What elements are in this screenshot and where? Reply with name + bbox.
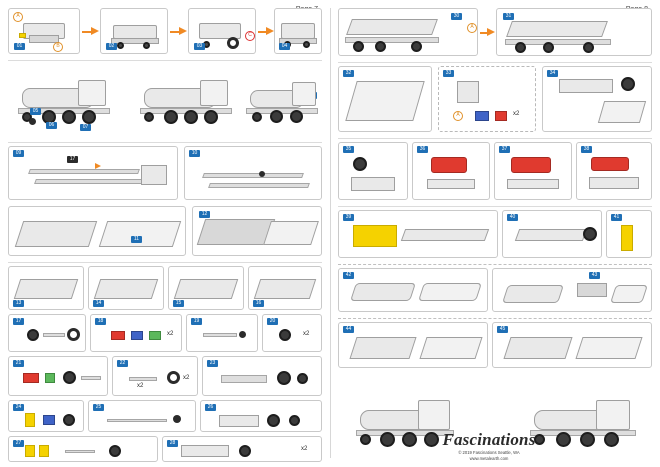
part-frame <box>427 179 475 189</box>
step-badge: 34 <box>547 70 558 77</box>
panel-r2-step32 <box>338 66 432 132</box>
panel-row5-step16 <box>248 266 322 310</box>
part-wheel <box>277 371 291 385</box>
panel-r6-step44 <box>338 322 488 368</box>
step-badge: 03 <box>194 43 205 50</box>
panel-row1-step4 <box>274 8 322 54</box>
panel-row6-step20 <box>262 314 322 352</box>
panel-row3-step9 <box>8 146 178 200</box>
marker-dot <box>29 118 36 125</box>
step-badge: 28 <box>167 440 178 447</box>
step-badge: 35 <box>343 146 354 153</box>
step-badge: 04 <box>279 43 290 50</box>
step-badge: 17 <box>67 156 78 163</box>
part-wheel <box>297 373 308 384</box>
part-tube <box>502 285 564 303</box>
part-wheel <box>290 110 303 123</box>
panel-row4-step12 <box>192 206 322 256</box>
panel-row1-step2 <box>100 8 168 54</box>
panel-row8-step24 <box>8 400 84 432</box>
panel-r3-step38 <box>576 142 652 200</box>
step-badge: 10 <box>189 150 200 157</box>
part-wheel <box>252 112 262 122</box>
part-wheel <box>380 432 395 447</box>
step-badge: 26 <box>205 404 216 411</box>
part-cab <box>292 82 316 106</box>
part-tender <box>174 279 238 299</box>
step-badge: 06 <box>46 122 57 129</box>
step-badge: 07 <box>80 124 91 131</box>
part-blue <box>43 415 55 425</box>
part-wheel <box>143 42 150 49</box>
step-badge: 12 <box>199 211 210 218</box>
part-wheel <box>82 110 96 124</box>
callout-letter-a: A <box>13 12 23 22</box>
part-yellow <box>25 413 35 427</box>
step-badge: 22 <box>117 360 128 367</box>
panel-row7-step22 <box>112 356 198 396</box>
part-cab <box>200 80 228 106</box>
step-badge: 44 <box>343 326 354 333</box>
step-badge: 40 <box>507 214 518 221</box>
part-wheel <box>515 42 526 53</box>
part-wheel <box>63 414 75 426</box>
part-tender <box>14 279 78 299</box>
part-red <box>495 111 507 121</box>
part-wheel <box>164 110 178 124</box>
page-right <box>330 0 660 467</box>
quantity-label: x2 <box>301 446 308 452</box>
marker-dot <box>173 415 181 423</box>
part-wheel <box>279 329 291 341</box>
step-badge: 27 <box>13 440 24 447</box>
step-badge: 02 <box>106 43 117 50</box>
panel-r6-step45 <box>492 322 652 368</box>
part-yellow <box>39 445 49 457</box>
part-wheel <box>67 328 80 341</box>
step-badge: 31 <box>503 13 514 20</box>
part-frame <box>507 179 559 189</box>
step-badge: 37 <box>499 146 510 153</box>
part-wheel <box>411 41 422 52</box>
part-red <box>431 157 467 173</box>
part-rod <box>129 377 157 381</box>
panel-r4-step39 <box>338 210 498 258</box>
step-badge: 36 <box>417 146 428 153</box>
part-flatbed <box>506 21 608 37</box>
illustration-locomotive-2 <box>138 72 238 134</box>
brand-name: Fascinations <box>442 430 536 449</box>
part-wheel <box>109 445 121 457</box>
part-wheel <box>375 41 386 52</box>
part-wheel <box>583 227 597 241</box>
quantity-label: x2 <box>303 331 310 337</box>
panel-r4-step40 <box>502 210 602 258</box>
callout-letter-b: B <box>53 42 63 52</box>
part-wheel <box>167 371 180 384</box>
panel-r5-step42 <box>338 268 488 312</box>
quantity-label: x2 <box>137 383 144 389</box>
part-body <box>559 79 613 93</box>
part-cab <box>596 400 630 430</box>
part-green <box>149 331 161 340</box>
part-wheel <box>353 41 364 52</box>
part-rail <box>28 169 140 174</box>
part-bracket <box>457 81 479 103</box>
step-badge: 20 <box>267 318 278 325</box>
panel-row5-step13 <box>8 266 84 310</box>
part-tender-shell <box>503 337 572 359</box>
panel-row9-step27 <box>8 436 158 462</box>
part-rail <box>34 179 146 184</box>
part-tube <box>350 283 416 301</box>
part-tender-shell <box>349 337 416 359</box>
part-deck <box>15 221 97 247</box>
part-wheel <box>604 432 619 447</box>
step-badge: 33 <box>443 70 454 77</box>
step-badge: 05 <box>30 108 41 115</box>
part-rail <box>202 173 304 178</box>
callout-letter-a: A <box>453 111 463 121</box>
part-wheel <box>63 371 76 384</box>
part-axle <box>107 419 167 422</box>
part-rod <box>203 333 237 337</box>
panel-row1-step1 <box>8 8 80 54</box>
part-wheel <box>227 37 239 49</box>
step-badge: 15 <box>173 300 184 307</box>
panel-row7-step23 <box>202 356 322 396</box>
part-tender-shell <box>419 337 482 359</box>
part-yellow <box>353 225 397 247</box>
panel-row1-step3 <box>188 8 256 54</box>
step-badge: 16 <box>253 300 264 307</box>
part-flatbed <box>346 19 438 35</box>
part-panel <box>598 101 646 123</box>
panel-r3-step36 <box>412 142 490 200</box>
part-wheel <box>239 445 251 457</box>
step-badge: 32 <box>343 70 354 77</box>
step-badge: 11 <box>131 236 142 243</box>
panel-row7-step21 <box>8 356 108 396</box>
part-yellow <box>19 33 26 38</box>
panel-row6-step18 <box>90 314 182 352</box>
panel-r1-step30 <box>338 8 478 56</box>
part-deck <box>99 221 181 247</box>
part-wheel <box>267 414 280 427</box>
part-yellow <box>25 445 35 457</box>
step-badge: 38 <box>581 146 592 153</box>
panel-r1-step31 <box>496 8 652 56</box>
step-badge: 19 <box>191 318 202 325</box>
step-badge: 01 <box>14 43 25 50</box>
part-red <box>23 373 39 383</box>
panel-r5-step43 <box>492 268 652 312</box>
part-frame <box>181 445 229 457</box>
part-rod <box>65 450 95 453</box>
part-wheel <box>184 110 198 124</box>
part-wheel <box>204 110 218 124</box>
part-wheel <box>556 432 571 447</box>
quantity-label: x2 <box>183 375 190 381</box>
part-bracket <box>141 165 167 185</box>
panel-r3-step37 <box>494 142 572 200</box>
part-plate <box>577 283 607 297</box>
part-blue <box>475 111 489 121</box>
step-badge: 45 <box>497 326 508 333</box>
brand-website: www.metalearth.com <box>469 456 509 461</box>
part-yellow <box>621 225 633 251</box>
part-rod <box>43 333 65 337</box>
brand-logo <box>424 430 554 462</box>
part-tender <box>254 279 316 299</box>
panel-r2-step34 <box>542 66 652 132</box>
panel-row3-step10 <box>184 146 322 200</box>
panel-row6-step17 <box>8 314 86 352</box>
marker-dot <box>239 331 246 338</box>
callout-letter-a: A <box>467 23 477 33</box>
part-wheel <box>543 42 554 53</box>
part-tube <box>418 283 482 301</box>
part-tender-shell <box>575 337 642 359</box>
marker-dot <box>259 171 265 177</box>
step-badge: 23 <box>207 360 218 367</box>
panel-r3-step35 <box>338 142 408 200</box>
part-wheel <box>289 415 300 426</box>
step-badge: 39 <box>343 214 354 221</box>
step-badge: 24 <box>13 404 24 411</box>
part-wheel <box>303 41 310 48</box>
step-badge: 30 <box>451 13 462 20</box>
part-rail <box>515 229 587 241</box>
part-wheel <box>621 77 635 91</box>
panel-r2-step33 <box>438 66 536 132</box>
part-wheel <box>27 329 39 341</box>
step-badge: 18 <box>95 318 106 325</box>
illustration-locomotive-3 <box>246 76 322 134</box>
panel-r4-step41 <box>606 210 652 258</box>
panel-row8-step26 <box>200 400 322 432</box>
part-rail <box>208 183 310 188</box>
step-badge: 42 <box>343 272 354 279</box>
part-frame <box>589 177 639 189</box>
part-red <box>591 157 629 171</box>
part-deck <box>263 221 319 245</box>
part-panel <box>345 81 424 121</box>
part-blue <box>131 331 143 340</box>
step-badge: 21 <box>13 360 24 367</box>
panel-row4-step11 <box>8 206 186 256</box>
part-cab <box>78 80 106 106</box>
part-wheel <box>583 42 594 53</box>
callout-letter-c: C <box>245 31 255 41</box>
brand-copyright: © 2019 Fascinations Seattle, WA <box>458 450 520 455</box>
part-red <box>511 157 551 173</box>
part-rail <box>401 229 489 241</box>
part-rod <box>81 376 101 380</box>
panel-row5-step15 <box>168 266 244 310</box>
step-badge: 14 <box>93 300 104 307</box>
part-frame <box>221 375 267 383</box>
part-red <box>111 331 125 340</box>
part-wheel <box>353 157 367 171</box>
part-green <box>45 373 55 383</box>
part-wheel <box>360 434 371 445</box>
part-wheel <box>580 432 595 447</box>
step-badge: 43 <box>589 272 600 279</box>
part-frame <box>219 415 259 427</box>
part-wheel <box>402 432 417 447</box>
part-wheel <box>270 110 283 123</box>
part-tender <box>94 279 158 299</box>
part-frame <box>351 177 395 191</box>
panel-row9-step28 <box>162 436 322 462</box>
step-badge: 25 <box>93 404 104 411</box>
step-badge: 17 <box>13 318 24 325</box>
step-badge: 09 <box>13 150 24 157</box>
step-badge: 13 <box>13 300 24 307</box>
panel-row8-step25 <box>88 400 196 432</box>
part-wheel <box>62 110 76 124</box>
part-body <box>281 23 315 39</box>
part-wheel <box>144 112 154 122</box>
part-cab <box>418 400 450 430</box>
step-badge: 41 <box>611 214 622 221</box>
panel-row6-step19 <box>186 314 258 352</box>
quantity-label: x2 <box>167 331 174 337</box>
part-body <box>113 25 157 39</box>
panel-row5-step14 <box>88 266 164 310</box>
part-wheel <box>117 42 124 49</box>
part-tube <box>610 285 648 303</box>
quantity-label: x2 <box>513 111 520 117</box>
